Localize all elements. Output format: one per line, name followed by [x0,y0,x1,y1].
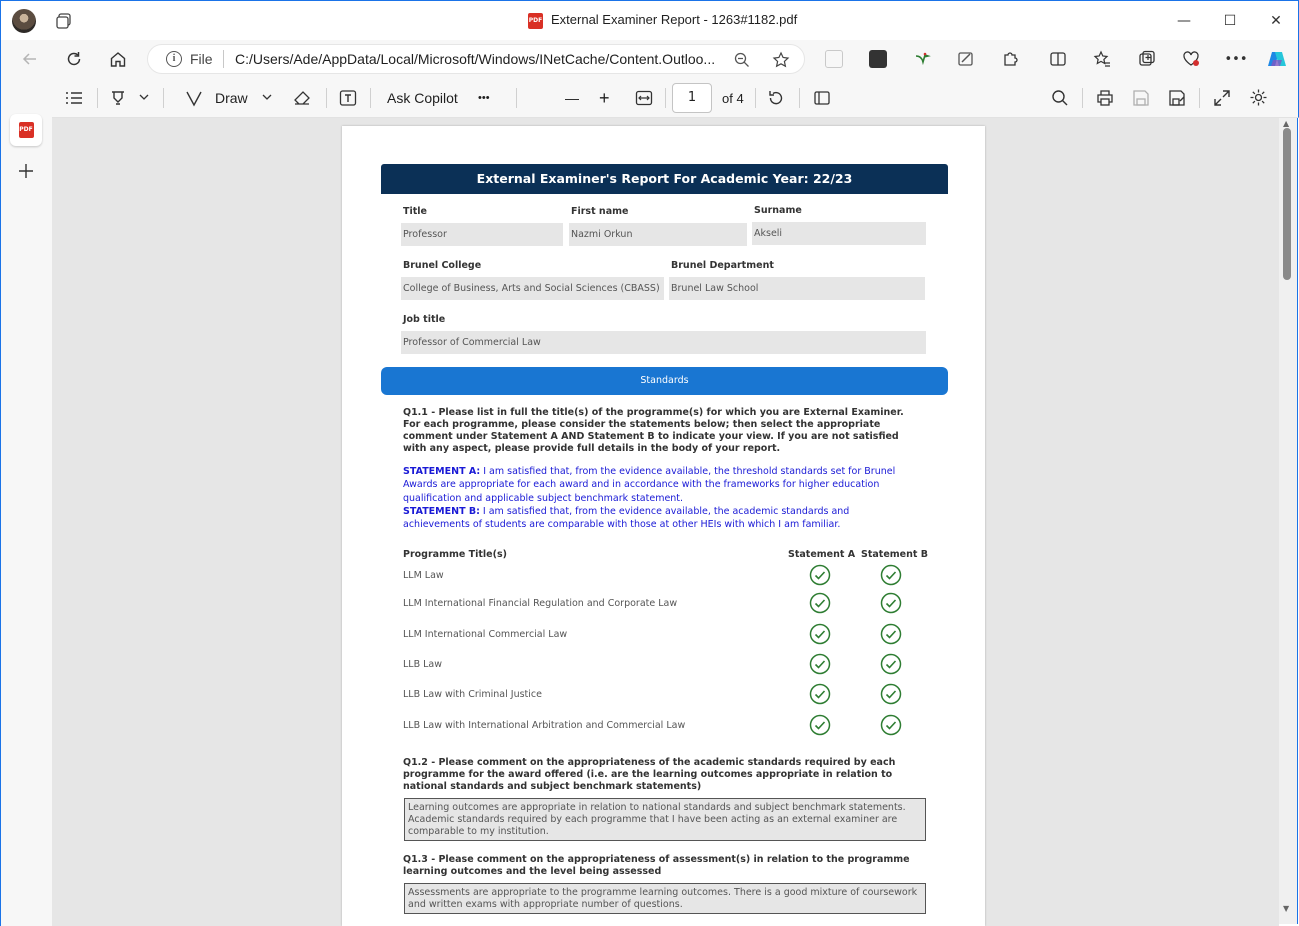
draw-label: Draw [215,90,248,106]
text-box-icon[interactable] [339,89,357,107]
split-screen-icon[interactable] [1049,50,1067,68]
toolbar-divider [1082,88,1083,108]
profile-avatar[interactable] [12,9,36,33]
toolbar-divider [163,88,164,108]
department-field[interactable]: Brunel Law School [669,277,925,300]
jobtitle-field[interactable]: Professor of Commercial Law [401,331,926,354]
home-button[interactable] [107,48,129,70]
url-divider [223,50,224,68]
statement-b-check-icon[interactable] [880,564,902,586]
vertical-scrollbar[interactable] [1279,118,1298,924]
address-bar[interactable] [147,44,805,74]
pdf-tab[interactable] [10,114,42,146]
q1-3-answer-field[interactable]: Assessments are appropriate to the programme learning outcomes. There is a good mixture of coursework and written exams with appropriate number of questions. [404,883,926,914]
question-1-2: Q1.2 - Please comment on the appropriateness of the academic standards required by each programme for the award offered (i.e. are the learning outcomes appropriate in relation to national standards and subject benchmark statements) [403,757,896,792]
statement-a [403,465,919,505]
statement-a-check-icon[interactable] [809,623,831,645]
department-label: Brunel Department [671,260,774,271]
toolbar-divider [97,88,98,108]
chevron-down-icon[interactable] [139,93,149,101]
highlight-icon[interactable] [109,89,127,107]
scroll-up-arrow-icon[interactable]: ▲ [1283,119,1290,128]
programme-row-title: LLB Law with Criminal Justice [403,689,542,700]
surname-field[interactable]: Akseli [752,222,926,245]
programme-row-title: LLB Law with International Arbitration and Commercial Law [403,720,686,731]
draw-button[interactable] [185,87,248,109]
title-label: Title [403,206,427,217]
statement-b-check-icon[interactable] [880,653,902,675]
statement-b-text: I am satisfied that, from the evidence available, the academic standards and achievements of students are comparable with those at other HEIs with which I am familiar. [403,506,850,531]
question-1-3: Q1.3 - Please comment on the appropriateness of assessment(s) in relation to the programme learning outcomes and the level being assessed [403,854,910,877]
pdf-file-icon: PDF [528,13,543,29]
scrollbar-thumb[interactable] [1283,128,1291,280]
new-tab-plus-icon[interactable] [17,162,35,180]
college-label: Brunel College [403,260,482,271]
jobtitle-label: Job title [403,314,446,325]
statement-b-check-icon[interactable] [880,592,902,614]
toolbar-divider [1199,88,1200,108]
search-icon[interactable] [1051,89,1069,107]
pdf-viewer[interactable] [52,118,1279,926]
address-toolbar [0,40,1299,78]
fit-width-icon[interactable] [635,90,653,106]
report-header: External Examiner's Report For Academic Year: 22/23 [381,164,948,194]
extension-bird-icon[interactable] [913,50,931,68]
close-button[interactable]: ✕ [1270,13,1282,29]
copilot-icon[interactable] [1266,48,1288,70]
statement-a-check-icon[interactable] [809,714,831,736]
zoom-out-button[interactable]: — [565,90,579,106]
rotate-icon[interactable] [767,89,785,107]
toolbar-divider [799,88,800,108]
maximize-button[interactable]: ☐ [1223,13,1237,29]
home-icon [109,50,127,68]
vertical-tab-rail [0,78,52,926]
statement-b-column-header: Statement B [861,549,928,560]
programme-column-header: Programme Title(s) [403,549,507,560]
firstname-field[interactable]: Nazmi Orkun [569,223,747,246]
window-title: External Examiner Report - 1263#1182.pdf [551,12,798,27]
url-text[interactable]: C:/Users/Ade/AppData/Local/Microsoft/Windows/INetCache/Content.Outloo... [235,51,716,67]
statement-b [403,505,919,532]
college-field[interactable]: College of Business, Arts and Social Sciences (CBASS) [401,277,664,300]
standards-header: Standards [381,367,948,395]
extension-camera-icon[interactable] [825,50,843,68]
pdf-page [342,126,985,926]
toolbar-divider [665,88,666,108]
toolbar-divider [516,88,517,108]
statement-b-check-icon[interactable] [880,714,902,736]
statement-a-label: STATEMENT A: [403,466,481,477]
refresh-icon [65,50,83,68]
toolbar-divider [370,88,371,108]
collections-icon[interactable] [1138,50,1156,68]
draw-pen-icon [185,89,203,107]
browser-essentials-icon[interactable] [1182,50,1200,68]
ask-copilot-button[interactable]: Ask Copilot [387,90,458,106]
statement-a-text: I am satisfied that, from the evidence available, the threshold standards set for Brunel Awards are appropriate for each award and in accordance with the frameworks for higher education qualification and applicable subject benchmark statement. [403,466,896,504]
settings-more-icon[interactable]: ••• [1224,51,1248,67]
pdf-file-icon: PDF [19,122,34,138]
statement-b-check-icon[interactable] [880,683,902,705]
statement-a-column-header: Statement A [788,549,856,560]
page-count: of 4 [722,91,744,106]
url-scheme-label: File [190,51,213,67]
statement-a-check-icon[interactable] [809,653,831,675]
programme-row-title: LLB Law [403,659,443,670]
toolbar-divider [326,88,327,108]
title-field[interactable]: Professor [401,223,563,246]
info-icon[interactable]: i [166,51,182,67]
favorite-star-icon[interactable] [772,51,790,69]
save-icon[interactable] [1132,89,1150,107]
eraser-icon[interactable] [293,89,311,107]
statement-b-label: STATEMENT B: [403,506,480,517]
statement-b-check-icon[interactable] [880,623,902,645]
favorites-icon[interactable] [1093,50,1111,68]
save-as-icon[interactable] [1168,89,1186,107]
page-number-input[interactable]: 1 [672,83,712,113]
surname-label: Surname [754,205,802,216]
chevron-down-icon[interactable] [262,93,272,101]
zoom-out-icon[interactable] [734,52,750,68]
q1-2-answer-field[interactable]: Learning outcomes are appropriate in relation to national standards and subject benchmark statements. Academic standards required by each programme that I have been acting as an external examiner are comparable to my institution. [404,798,926,841]
statement-a-check-icon[interactable] [809,683,831,705]
contents-list-icon[interactable] [65,90,83,106]
extension-edit-icon[interactable] [957,50,975,68]
extensions-puzzle-icon[interactable] [1001,50,1019,68]
toolbar-divider [755,88,756,108]
programme-row-title: LLM International Financial Regulation and Corporate Law [403,598,678,609]
workspaces-icon[interactable] [55,12,73,30]
window-titlebar [0,0,1299,40]
page-view-icon[interactable] [813,89,831,107]
refresh-button[interactable] [63,48,85,70]
pdf-toolbar [0,78,1299,118]
extension-dots-icon[interactable] [869,50,887,68]
statement-a-check-icon[interactable] [809,564,831,586]
zoom-in-button[interactable]: + [599,87,610,108]
question-1-1: Q1.1 - Please list in full the title(s) of the programme(s) for which you are External Examiner. For each programme, please consider the statements below; then select the appropriate comment under Statement A AND Statement B to indicate your view. If you are not satisfied with any aspect, please provide full details in the body of your report. [403,407,904,454]
more-tools-button[interactable]: ••• [478,92,490,104]
statement-a-check-icon[interactable] [809,592,831,614]
back-button[interactable] [19,48,41,70]
fullscreen-icon[interactable] [1213,89,1231,107]
scroll-down-arrow-icon[interactable]: ▼ [1283,904,1290,913]
print-icon[interactable] [1096,89,1114,107]
gear-icon[interactable] [1249,88,1268,107]
back-arrow-icon [21,50,39,68]
programme-row-title: LLM International Commercial Law [403,629,568,640]
programme-row-title: LLM Law [403,570,444,581]
minimize-button[interactable]: — [1177,13,1191,29]
firstname-label: First name [571,206,629,217]
